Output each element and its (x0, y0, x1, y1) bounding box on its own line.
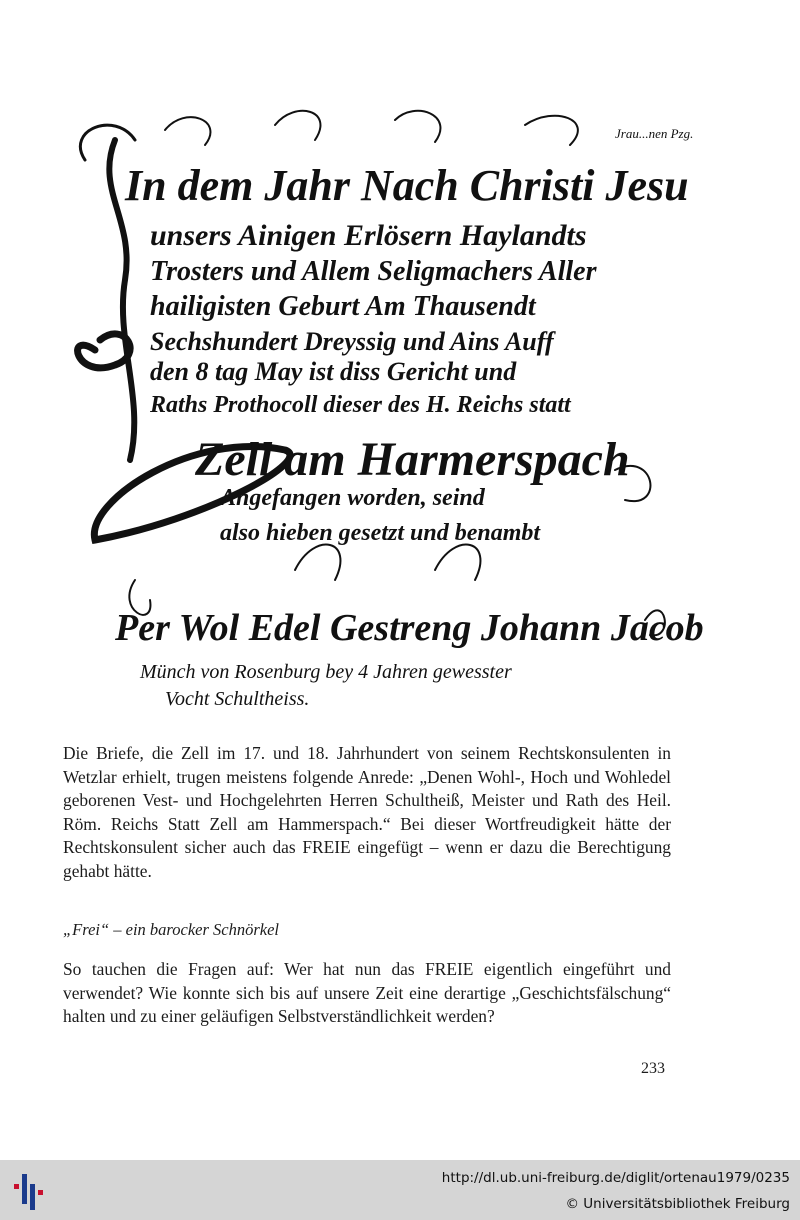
paragraph-text: Die Briefe, die Zell im 17. und 18. Jahrhundert von seinem Rechtskonsulenten in Wetzlar erhielt, trugen meistens folgende Anrede: „Denen Wohl-, Hoch und Wohledel geborenen Vest- und Hochgelehrten Herren Schultheiß, Meister und Rath des Heil. Röm. Reichs Statt Zell am Hammerspach.“ Bei dieser Wortfreudigkeit hätte der Rechtskonsulent sicher auch das FREIE eingefügt – wenn er dazu die Berechtigung gehabt hätte. (63, 743, 671, 881)
manuscript-line: den 8 tag May ist diss Gericht und (150, 357, 517, 386)
body-paragraph-2 (63, 958, 671, 1029)
paragraph-text: So tauchen die Fragen auf: Wer hat nun das FREIE eigentlich eingeführt und verwendet? Wie konnte sich bis auf unsere Zeit eine derartige „Geschichtsfälschung“ halten und zu einer geläufigen Selbstverständlichkeit werden? (63, 959, 671, 1026)
copyright-text: © Universitätsbibliothek Freiburg (565, 1196, 790, 1212)
footer-bar (0, 1160, 800, 1220)
manuscript-line: Angefangen worden, seind (220, 485, 485, 511)
page-number: 233 (641, 1060, 665, 1077)
body-paragraph-1 (63, 742, 671, 883)
manuscript-line: unsers Ainigen Erlösern Haylandts (150, 219, 587, 252)
manuscript-line: Sechshundert Dreyssig und Ains Auff (150, 327, 554, 356)
source-url-link[interactable]: http://dl.ub.uni-freiburg.de/diglit/ortenau1979/0235 (441, 1170, 790, 1186)
manuscript-line: hailigisten Geburt Am Thausendt (150, 291, 536, 322)
manuscript-line: Raths Prothocoll dieser des H. Reichs statt (150, 392, 571, 418)
manuscript-image (55, 100, 704, 720)
section-heading: „Frei“ – ein barocker Schnörkel (63, 920, 279, 939)
manuscript-line: Vocht Schultheiss. (165, 688, 310, 710)
manuscript-corner-note: Jrau...nen Pzg. (615, 126, 694, 141)
manuscript-line: Zell am Harmerspach (195, 433, 630, 486)
manuscript-line: also hieben gesetzt und benambt (220, 520, 541, 546)
manuscript-line: Münch von Rosenburg bey 4 Jahren gewesster (140, 661, 512, 683)
manuscript-line: Per Wol Edel Gestreng Johann Jacob (115, 607, 704, 649)
manuscript-line: Trosters und Allem Seligmachers Aller (150, 256, 597, 287)
calligraphy-facsimile (55, 100, 704, 720)
library-logo-icon (8, 1170, 52, 1214)
manuscript-line: In dem Jahr Nach Christi Jesu (125, 161, 689, 210)
